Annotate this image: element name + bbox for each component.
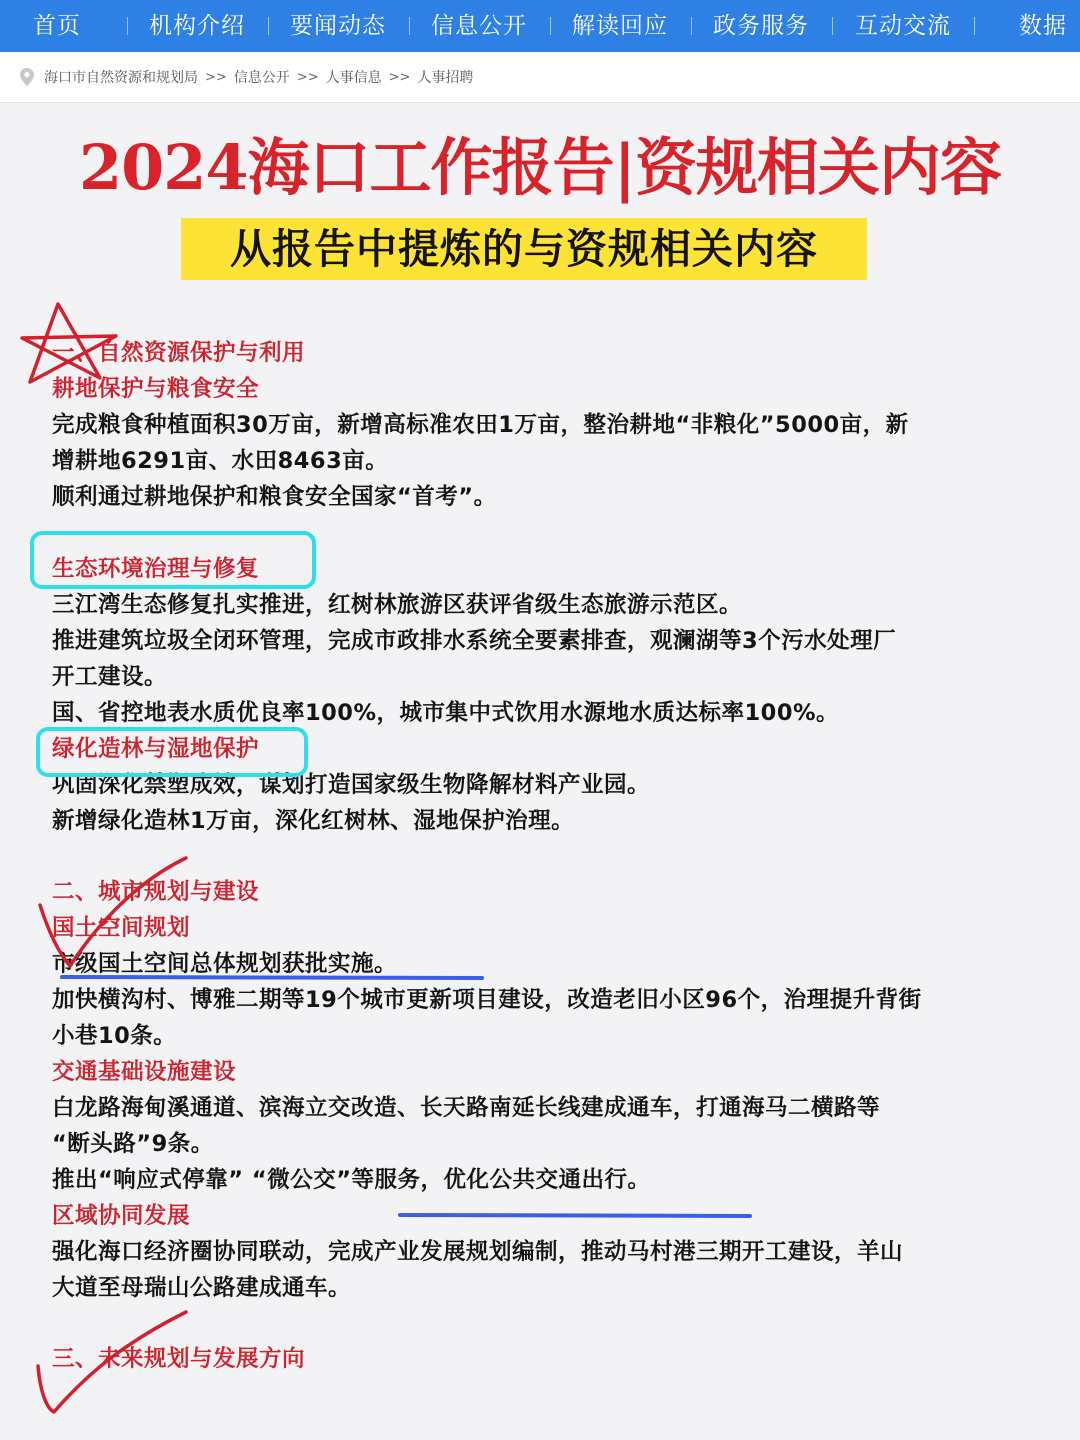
body-text: 巩固深化禁塑成效，谋划打造国家级生物降解材料产业园。 (52, 772, 651, 798)
body-text: 国、省控地表水质优良率100%，城市集中式饮用水源地水质达标率100%。 (52, 700, 840, 726)
breadcrumb-separator: >> (388, 69, 411, 85)
subheading-transport: 交通基础设施建设 (52, 1059, 237, 1085)
nav-item-interaction[interactable]: 互动交流 (855, 13, 951, 39)
body-text: 加快横沟村、博雅二期等19个城市更新项目建设，改造老旧小区96个，治理提升背街 (52, 987, 922, 1013)
nav-divider (691, 17, 692, 35)
body-text: 增耕地6291亩、水田8463亩。 (52, 448, 389, 474)
body-text: 强化海口经济圈协同联动，完成产业发展规划编制，推动马村港三期开工建设，羊山 (52, 1239, 904, 1265)
underline-annotation (400, 1215, 750, 1216)
body-text: 小巷10条。 (52, 1023, 177, 1049)
section-heading-2: 二、城市规划与建设 (52, 879, 260, 905)
body-text: 市级国土空间总体规划获批实施。 (52, 951, 398, 977)
breadcrumb-disclosure[interactable]: 信息公开 (233, 70, 290, 86)
nav-item-home[interactable]: 首页 (33, 13, 81, 39)
nav-item-interpretation[interactable]: 解读回应 (572, 13, 668, 39)
nav-divider (268, 17, 269, 35)
page-title: 2024海口工作报告|资规相关内容 (78, 131, 1002, 204)
nav-item-about[interactable]: 机构介绍 (149, 13, 245, 39)
subheading-ecology: 生态环境治理与修复 (52, 556, 260, 582)
body-text: 三江湾生态修复扎实推进，红树林旅游区获评省级生态旅游示范区。 (52, 592, 743, 618)
subheading-regional: 区域协同发展 (52, 1203, 191, 1229)
page-subtitle: 从报告中提炼的与资规相关内容 (181, 218, 867, 280)
body-text: 开工建设。 (52, 664, 168, 690)
nav-divider (550, 17, 551, 35)
body-text: 推出“响应式停靠” “微公交”等服务，优化公共交通出行。 (52, 1167, 651, 1193)
section-heading-1: 一、自然资源保护与利用 (52, 340, 306, 366)
breadcrumb (20, 67, 473, 87)
breadcrumb-bar (0, 52, 1080, 103)
nav-item-data[interactable]: 数据 (1019, 13, 1067, 39)
body-text: 推进建筑垃圾全闭环管理，完成市政排水系统全要素排查，观澜湖等3个污水处理厂 (52, 628, 897, 654)
subheading-spatial-planning: 国土空间规划 (52, 915, 191, 941)
nav-item-disclosure[interactable]: 信息公开 (431, 13, 527, 39)
body-text: 白龙路海甸溪通道、滨海立交改造、长天路南延长线建成通车，打通海马二横路等 (52, 1095, 881, 1121)
subheading-farmland: 耕地保护与粮食安全 (52, 376, 260, 402)
breadcrumb-recruitment[interactable]: 人事招聘 (417, 70, 474, 86)
breadcrumb-bureau[interactable]: 海口市自然资源和规划局 (44, 70, 198, 86)
top-navigation-bar (0, 0, 1080, 52)
body-text: 顺利通过耕地保护和粮食安全国家“首考”。 (52, 484, 497, 510)
body-text: 完成粮食种植面积30万亩，新增高标准农田1万亩，整治耕地“非粮化”5000亩，新 (52, 412, 909, 438)
section-heading-3: 三、未来规划与发展方向 (52, 1346, 306, 1372)
breadcrumb-separator: >> (205, 69, 227, 85)
location-pin-icon (20, 68, 34, 86)
breadcrumb-personnel[interactable]: 人事信息 (325, 70, 382, 86)
body-text: 新增绿化造林1万亩，深化红树林、湿地保护治理。 (52, 808, 575, 834)
body-text: 大道至母瑞山公路建成通车。 (52, 1275, 352, 1301)
body-text: “断头路”9条。 (52, 1131, 214, 1157)
breadcrumb-separator: >> (296, 69, 319, 85)
nav-item-services[interactable]: 政务服务 (713, 13, 809, 39)
nav-divider (832, 17, 833, 35)
nav-divider (409, 17, 410, 35)
subheading-greening: 绿化造林与湿地保护 (52, 736, 260, 762)
nav-divider (127, 17, 128, 35)
nav-divider (974, 17, 975, 35)
nav-item-news[interactable]: 要闻动态 (290, 13, 386, 39)
